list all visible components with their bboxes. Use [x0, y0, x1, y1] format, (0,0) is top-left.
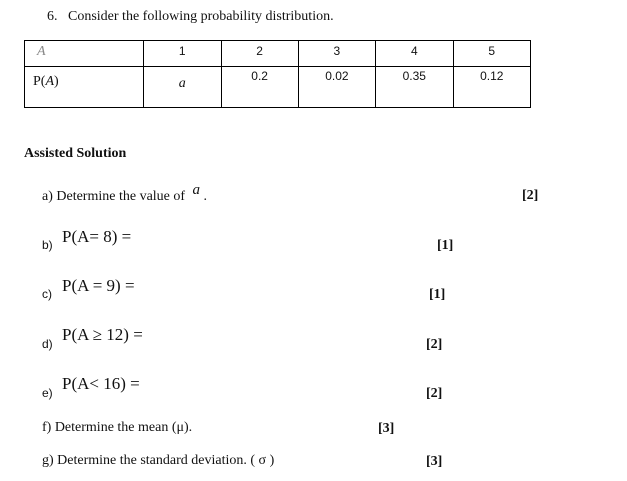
probability-cell: a [143, 67, 221, 108]
part-e-expression: P(A< 16) = [62, 374, 140, 393]
part-g-marks: [3] [426, 454, 443, 469]
part-b-label: b) [42, 238, 53, 252]
row-label-suffix: ) [54, 74, 59, 89]
part-a-question [42, 182, 208, 205]
part-a-text: a) Determine the value of [42, 189, 186, 204]
part-b-marks: [1] [437, 238, 454, 253]
part-f-question: f) Determine the mean (μ). [42, 420, 193, 435]
row-label [25, 67, 144, 108]
table-row-outcomes [25, 41, 531, 67]
question-text: Consider the following probability distribution. [68, 9, 334, 24]
part-a-marks: [2] [522, 188, 539, 203]
part-d-marks: [2] [426, 337, 443, 352]
part-g-question: g) Determine the standard deviation. ( σ ) [42, 453, 275, 468]
outcome-cell: 1 [143, 41, 221, 67]
section-title: Assisted Solution [24, 146, 127, 161]
part-a-variable: a [192, 182, 201, 198]
probability-cell: 0.2 [221, 67, 298, 108]
probability-table [24, 40, 531, 108]
part-f-marks: [3] [378, 421, 395, 436]
outcome-cell: 5 [453, 41, 530, 67]
outcome-cell: 3 [298, 41, 375, 67]
part-a-dot: . [203, 189, 208, 204]
part-e-label: e) [42, 386, 53, 400]
part-c-marks: [1] [429, 287, 446, 302]
probability-cell: 0.35 [376, 67, 453, 108]
part-d-label: d) [42, 337, 53, 351]
row-label-var: A [45, 74, 55, 89]
question-heading [47, 9, 334, 25]
part-b-expression: P(A= 8) = [62, 227, 132, 246]
question-number: 6. [47, 9, 58, 24]
header-variable: A [25, 41, 144, 67]
row-label-prefix: P( [33, 74, 46, 89]
part-e-marks: [2] [426, 386, 443, 401]
table-row-probabilities [25, 67, 531, 108]
outcome-cell: 2 [221, 41, 298, 67]
probability-cell: 0.02 [298, 67, 375, 108]
part-c-label: c) [42, 287, 52, 301]
outcome-cell: 4 [376, 41, 453, 67]
part-d-expression: P(A ≥ 12) = [62, 325, 143, 344]
probability-cell: 0.12 [453, 67, 530, 108]
part-c-expression: P(A = 9) = [62, 276, 135, 295]
